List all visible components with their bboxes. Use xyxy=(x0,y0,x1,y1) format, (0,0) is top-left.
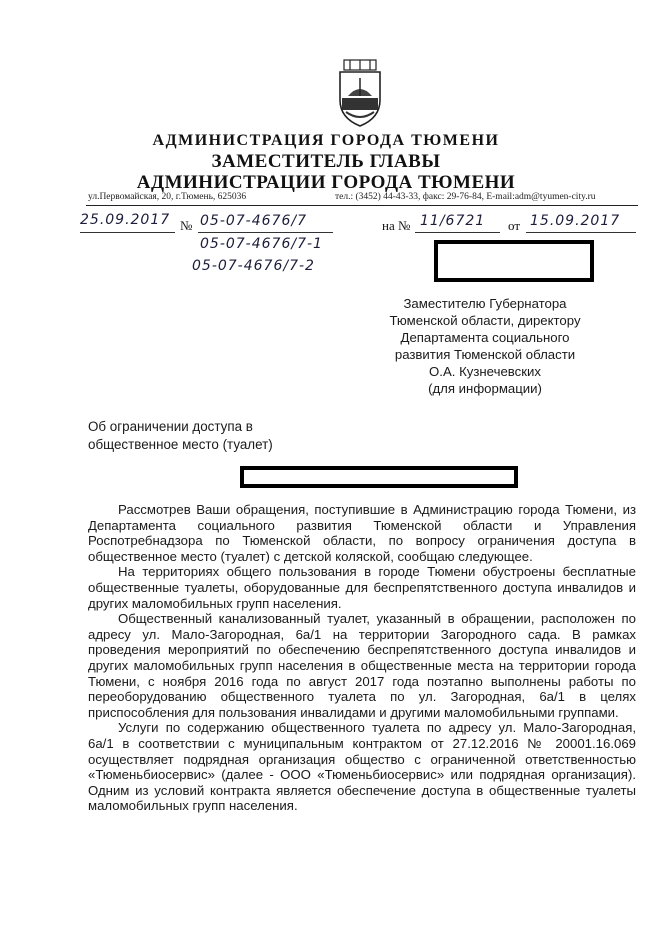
organization-name: АДМИНИСТРАЦИЯ ГОРОДА ТЮМЕНИ xyxy=(152,132,500,149)
outgoing-number-2: 05-07-4676/7-1 xyxy=(200,236,323,252)
outgoing-number-3: 05-07-4676/7-2 xyxy=(192,258,315,274)
ref-number-label: на № xyxy=(382,218,411,233)
city-coat-of-arms-emblem xyxy=(334,58,386,128)
subject-line: Об ограничении доступа в xyxy=(88,419,253,434)
official-title: ЗАМЕСТИТЕЛЬ ГЛАВЫ xyxy=(211,151,441,172)
body-paragraph: Общественный канализованный туалет, указанный в обращении, расположен по адресу ул. Мало-Загородная, 6а/1 на территории Загородного сада. В рамках проведения мероприятий по обеспечению беспрепятственного доступа инвалидов и других маломобильных групп населения в общественные места на территории города Тюмени, с ноября 2016 года по август 2017 года поэтапно выполнены работы по переоборудованию общественного туалета по ул. Загородная, 6а/1 в целях приспособления для пользования инвалидами и другими маломобильными группами. xyxy=(88,611,636,720)
addressee-line: Департамента социального xyxy=(400,330,570,345)
ref-date: 15.09.2017 xyxy=(530,213,621,229)
outgoing-number: 05-07-4676/7 xyxy=(200,213,307,229)
official-title-org: АДМИНИСТРАЦИИ ГОРОДА ТЮМЕНИ xyxy=(136,172,516,193)
addressee-line: Тюменской области, директору xyxy=(389,313,581,328)
letterhead-address: ул.Первомайская, 20, г.Тюмень, 625036 xyxy=(88,192,247,202)
body-paragraph: Услуги по содержанию общественного туалета по адресу ул. Мало-Загородная, 6а/1 в соответствии с муниципальным контрактом от 27.12.2016 № 20001.16.069 осуществляет подрядная организация общество с ограниченной ответственностью «Тюменьбиосервис» (далее - ООО «Тюменьбиосервис» или подрядная организация). Одним из условий контракта является обеспечение доступа в общественные туалеты маломобильных групп населения. xyxy=(88,720,636,814)
addressee-line: Заместителю Губернатора xyxy=(403,296,567,311)
number-underline xyxy=(198,232,333,233)
date-underline xyxy=(80,232,175,233)
ref-number-underline xyxy=(415,232,500,233)
addressee-line: О.А. Кузнечевских xyxy=(429,364,541,379)
letter-subject xyxy=(88,418,348,454)
body-paragraph: На территориях общего пользования в городе Тюмени обустроены бесплатные общественные туалеты, оборудованные для беспрепятственного доступа инвалидов и других маломобильных групп населения. xyxy=(88,564,636,611)
header-divider xyxy=(86,205,638,206)
addressee-block xyxy=(330,295,640,397)
redacted-stamp-box xyxy=(434,240,594,282)
subject-line: общественное место (туалет) xyxy=(88,437,273,452)
ref-date-underline xyxy=(526,232,636,233)
addressee-line: развития Тюменской области xyxy=(394,347,576,362)
ref-number: 11/6721 xyxy=(420,213,486,229)
addressee-line: (для информации) xyxy=(428,381,542,396)
letterhead-phones: тел.: (3452) 44-43-33, факс: 29-76-84, E-mail:adm@tyumen-city.ru xyxy=(335,192,596,202)
body-paragraph: Рассмотрев Ваши обращения, поступившие в Администрацию города Тюмени, из Департамента социального развития Тюменской области и Управления Роспотребнадзора по Тюменской области, по вопросу ограничения доступа в общественное место (туалет) с детской коляской, сообщаю следующее. xyxy=(88,502,636,564)
outgoing-date: 25.09.2017 xyxy=(80,212,171,228)
ref-from-label: от xyxy=(508,218,521,233)
redacted-salutation-box xyxy=(240,466,518,488)
number-label: № xyxy=(180,218,193,233)
letter-body xyxy=(88,502,636,814)
